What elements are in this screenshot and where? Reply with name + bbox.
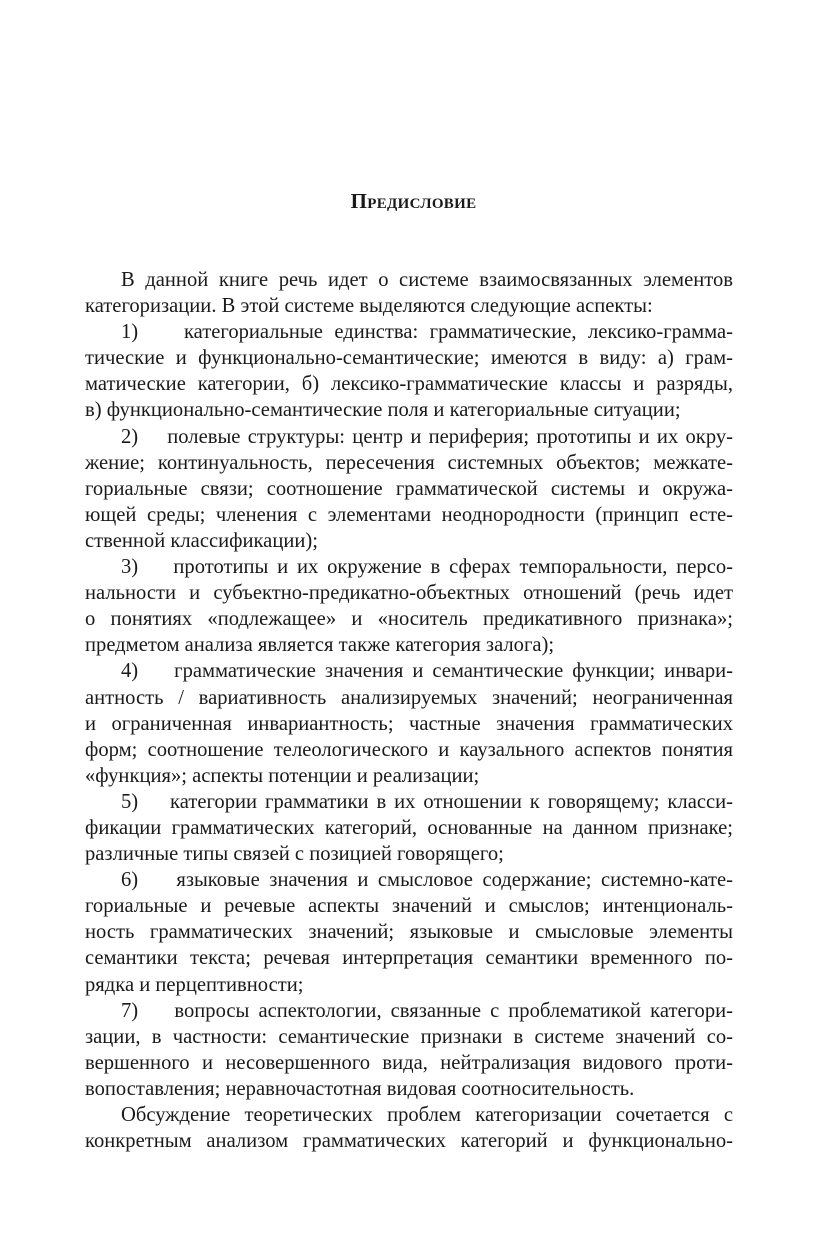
text-line: гориальные связи; соотношение грамматической системы и окружа- [85,477,733,500]
text-line: и ограниченная инвариантность; частные значения грамматических [85,712,733,735]
text-line: конкретным анализом грамматических категорий и функционально- [85,1130,733,1153]
text-line: 3) прототипы и их окружение в сферах темпоральности, персо- [121,556,733,579]
text-line: тические и функционально-семантические; имеются в виду: а) грам- [85,347,733,370]
text-line: ющей среды; членения с элементами неоднородности (принцип есте- [85,503,733,526]
text-line: фикации грамматических категорий, основанные на данном признаке; [85,816,733,839]
text-line: ственной классификации); [85,529,318,552]
text-line: 6) языковые значения и смысловое содержание; системно-кате- [121,869,733,892]
text-line: 1) категориальные единства: грамматические, лексико-грамма- [121,321,733,344]
text-line: форм; соотношение телеологического и каузального аспектов понятия [85,738,733,761]
text-line: о понятиях «подлежащее» и «носитель предикативного признака»; [85,608,733,631]
text-line: «функция»; аспекты потенции и реализации; [85,764,480,787]
text-line: 4) грамматические значения и семантические функции; инвари- [121,660,733,683]
page-title: Предисловие [350,189,477,213]
text-line: матические категории, б) лексико-грамматические классы и разряды, [85,373,733,396]
text-line: ность грамматических значений; языковые и смысловые элементы [85,921,733,944]
text-line: антность / вариативность анализируемых значений; неограниченная [85,686,733,709]
body-text [85,267,733,1154]
text-line: вопоставления; неравночастотная видовая соотносительность. [85,1077,635,1100]
text-line: 7) вопросы аспектологии, связанные с проблематикой категори- [121,999,733,1022]
text-line: предметом анализа является также категория залога); [85,634,555,657]
text-line: 2) полевые структуры: центр и периферия; прототипы и их окру- [121,425,733,448]
text-line: семантики текста; речевая интерпретация семантики временного по- [85,947,733,970]
text-line: вершенного и несовершенного вида, нейтрализация видового проти- [85,1051,733,1074]
text-line: категоризации. В этой системе выделяются следующие аспекты: [85,295,653,318]
text-line: зации, в частности: семантические признаки в системе значений со- [85,1025,733,1048]
text-line: нальности и субъектно-предикатно-объектных отношений (речь идет [85,582,733,605]
text-line: 5) категории грамматики в их отношении к говорящему; класси- [121,790,733,813]
text-line: В данной книге речь идет о системе взаимосвязанных элементов [121,269,733,291]
text-line: жение; континуальность, пересечения системных объектов; межкате- [85,451,733,474]
text-line: Обсуждение теоретических проблем категоризации сочетается с [121,1104,733,1126]
text-line: различные типы связей с позицией говорящего; [85,843,504,866]
text-line: рядка и перцептивности; [85,973,304,996]
text-line: в) функционально-семантические поля и категориальные ситуации; [85,399,681,422]
text-line: гориальные и речевые аспекты значений и смыслов; интенциональ- [85,895,733,918]
